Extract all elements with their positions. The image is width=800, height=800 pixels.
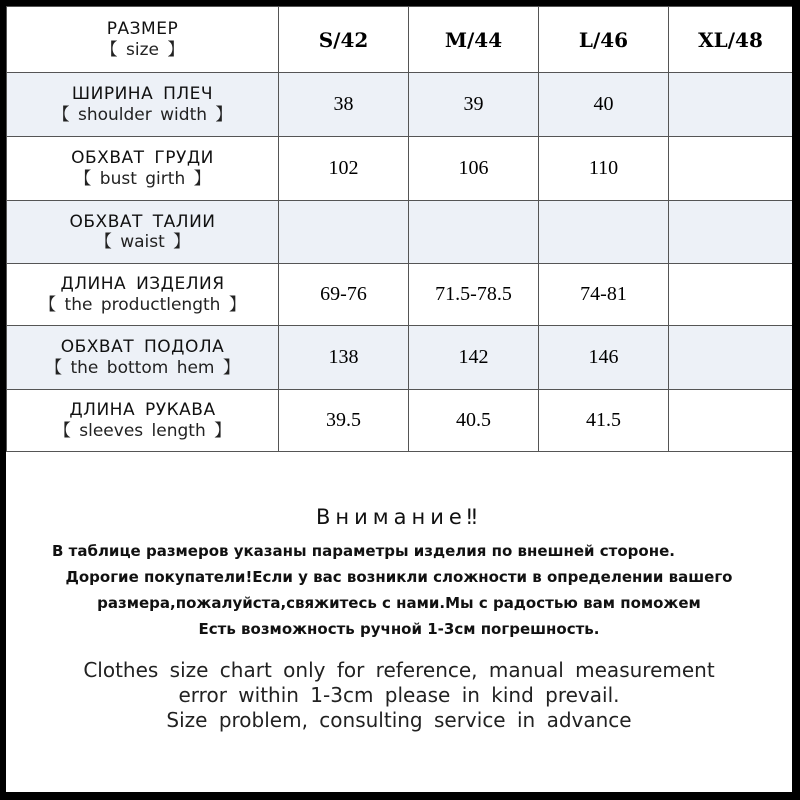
- row-label-ru: ШИРИНА ПЛЕЧ: [71, 84, 214, 105]
- table-cell: 38: [279, 73, 409, 137]
- row-label-en: 【 waist 】: [94, 232, 191, 252]
- row-label: [7, 73, 279, 137]
- table-cell: [539, 201, 669, 264]
- table-cell: [669, 390, 793, 452]
- table-cell: 138: [279, 326, 409, 390]
- row-label-ru: ОБХВАТ ТАЛИИ: [69, 211, 216, 232]
- table-cell: 40: [539, 73, 669, 137]
- table-row: [7, 390, 793, 452]
- table-cell: 40.5: [409, 390, 539, 452]
- row-label-ru: ОБХВАТ ПОДОЛА: [60, 337, 225, 358]
- size-header-label: [7, 7, 279, 73]
- table-cell: [669, 137, 793, 201]
- size-heading-m: M/44: [409, 7, 539, 73]
- table-cell: 71.5-78.5: [409, 264, 539, 326]
- row-label: [7, 201, 279, 264]
- table-cell: 39: [409, 73, 539, 137]
- size-heading-s: S/42: [279, 7, 409, 73]
- row-label-ru: ДЛИНА ИЗДЕЛИЯ: [60, 274, 225, 295]
- row-label-ru: ДЛИНА РУКАВА: [69, 400, 216, 421]
- row-label-en: 【 bust girth 】: [74, 168, 211, 189]
- table-cell: [409, 201, 539, 264]
- row-label-en: 【 the bottom hem 】: [45, 357, 240, 378]
- table-cell: [669, 264, 793, 326]
- table-cell: 41.5: [539, 390, 669, 452]
- table-cell: [279, 201, 409, 264]
- ru-note-line: В таблице размеров указаны параметры изделия по внешней стороне.: [52, 542, 675, 560]
- table-cell: 102: [279, 137, 409, 201]
- table-cell: 74-81: [539, 264, 669, 326]
- size-header-row: [7, 7, 793, 73]
- size-label-en: 【 size 】: [100, 39, 185, 60]
- row-label-en: 【 sleeves length 】: [53, 420, 232, 441]
- row-label: [7, 137, 279, 201]
- size-heading-xl: XL/48: [669, 7, 793, 73]
- table-cell: 146: [539, 326, 669, 390]
- en-note-line: Size problem, consulting service in advance: [166, 708, 632, 732]
- table-cell: 106: [409, 137, 539, 201]
- size-heading-l: L/46: [539, 7, 669, 73]
- en-note-line: Clothes size chart only for reference, manual measurement: [83, 658, 715, 682]
- table-row: [7, 326, 793, 390]
- table-cell: [669, 73, 793, 137]
- table-row: [7, 137, 793, 201]
- row-label: [7, 390, 279, 452]
- size-label-ru: РАЗМЕР: [106, 19, 179, 40]
- table-cell: 110: [539, 137, 669, 201]
- table-row: [7, 73, 793, 137]
- row-label: [7, 326, 279, 390]
- ru-note-line: Есть возможность ручной 1-3см погрешность.: [198, 620, 600, 638]
- row-label-ru: ОБХВАТ ГРУДИ: [71, 148, 214, 169]
- table-cell: 142: [409, 326, 539, 390]
- en-note: [6, 658, 792, 733]
- table-row: [7, 201, 793, 264]
- attention-heading: Внимание‼: [316, 505, 482, 529]
- ru-note-line: размера,пожалуйста,свяжитесь с нами.Мы с радостью вам поможем: [97, 594, 701, 612]
- en-note-line: error within 1-3cm please in kind prevail.: [178, 683, 620, 707]
- table-cell: 39.5: [279, 390, 409, 452]
- size-table: [6, 6, 792, 452]
- row-label-en: 【 shoulder width 】: [52, 104, 233, 125]
- row-label: [7, 264, 279, 326]
- table-cell: [669, 201, 793, 264]
- ru-note-line: Дорогие покупатели!Если у вас возникли сложности в определении вашего: [65, 568, 733, 586]
- notes-section: [6, 504, 792, 733]
- table-cell: 69-76: [279, 264, 409, 326]
- table-row: [7, 264, 793, 326]
- size-chart-card: [6, 6, 792, 792]
- row-label-en: 【 the productlength 】: [39, 294, 246, 315]
- table-cell: [669, 326, 793, 390]
